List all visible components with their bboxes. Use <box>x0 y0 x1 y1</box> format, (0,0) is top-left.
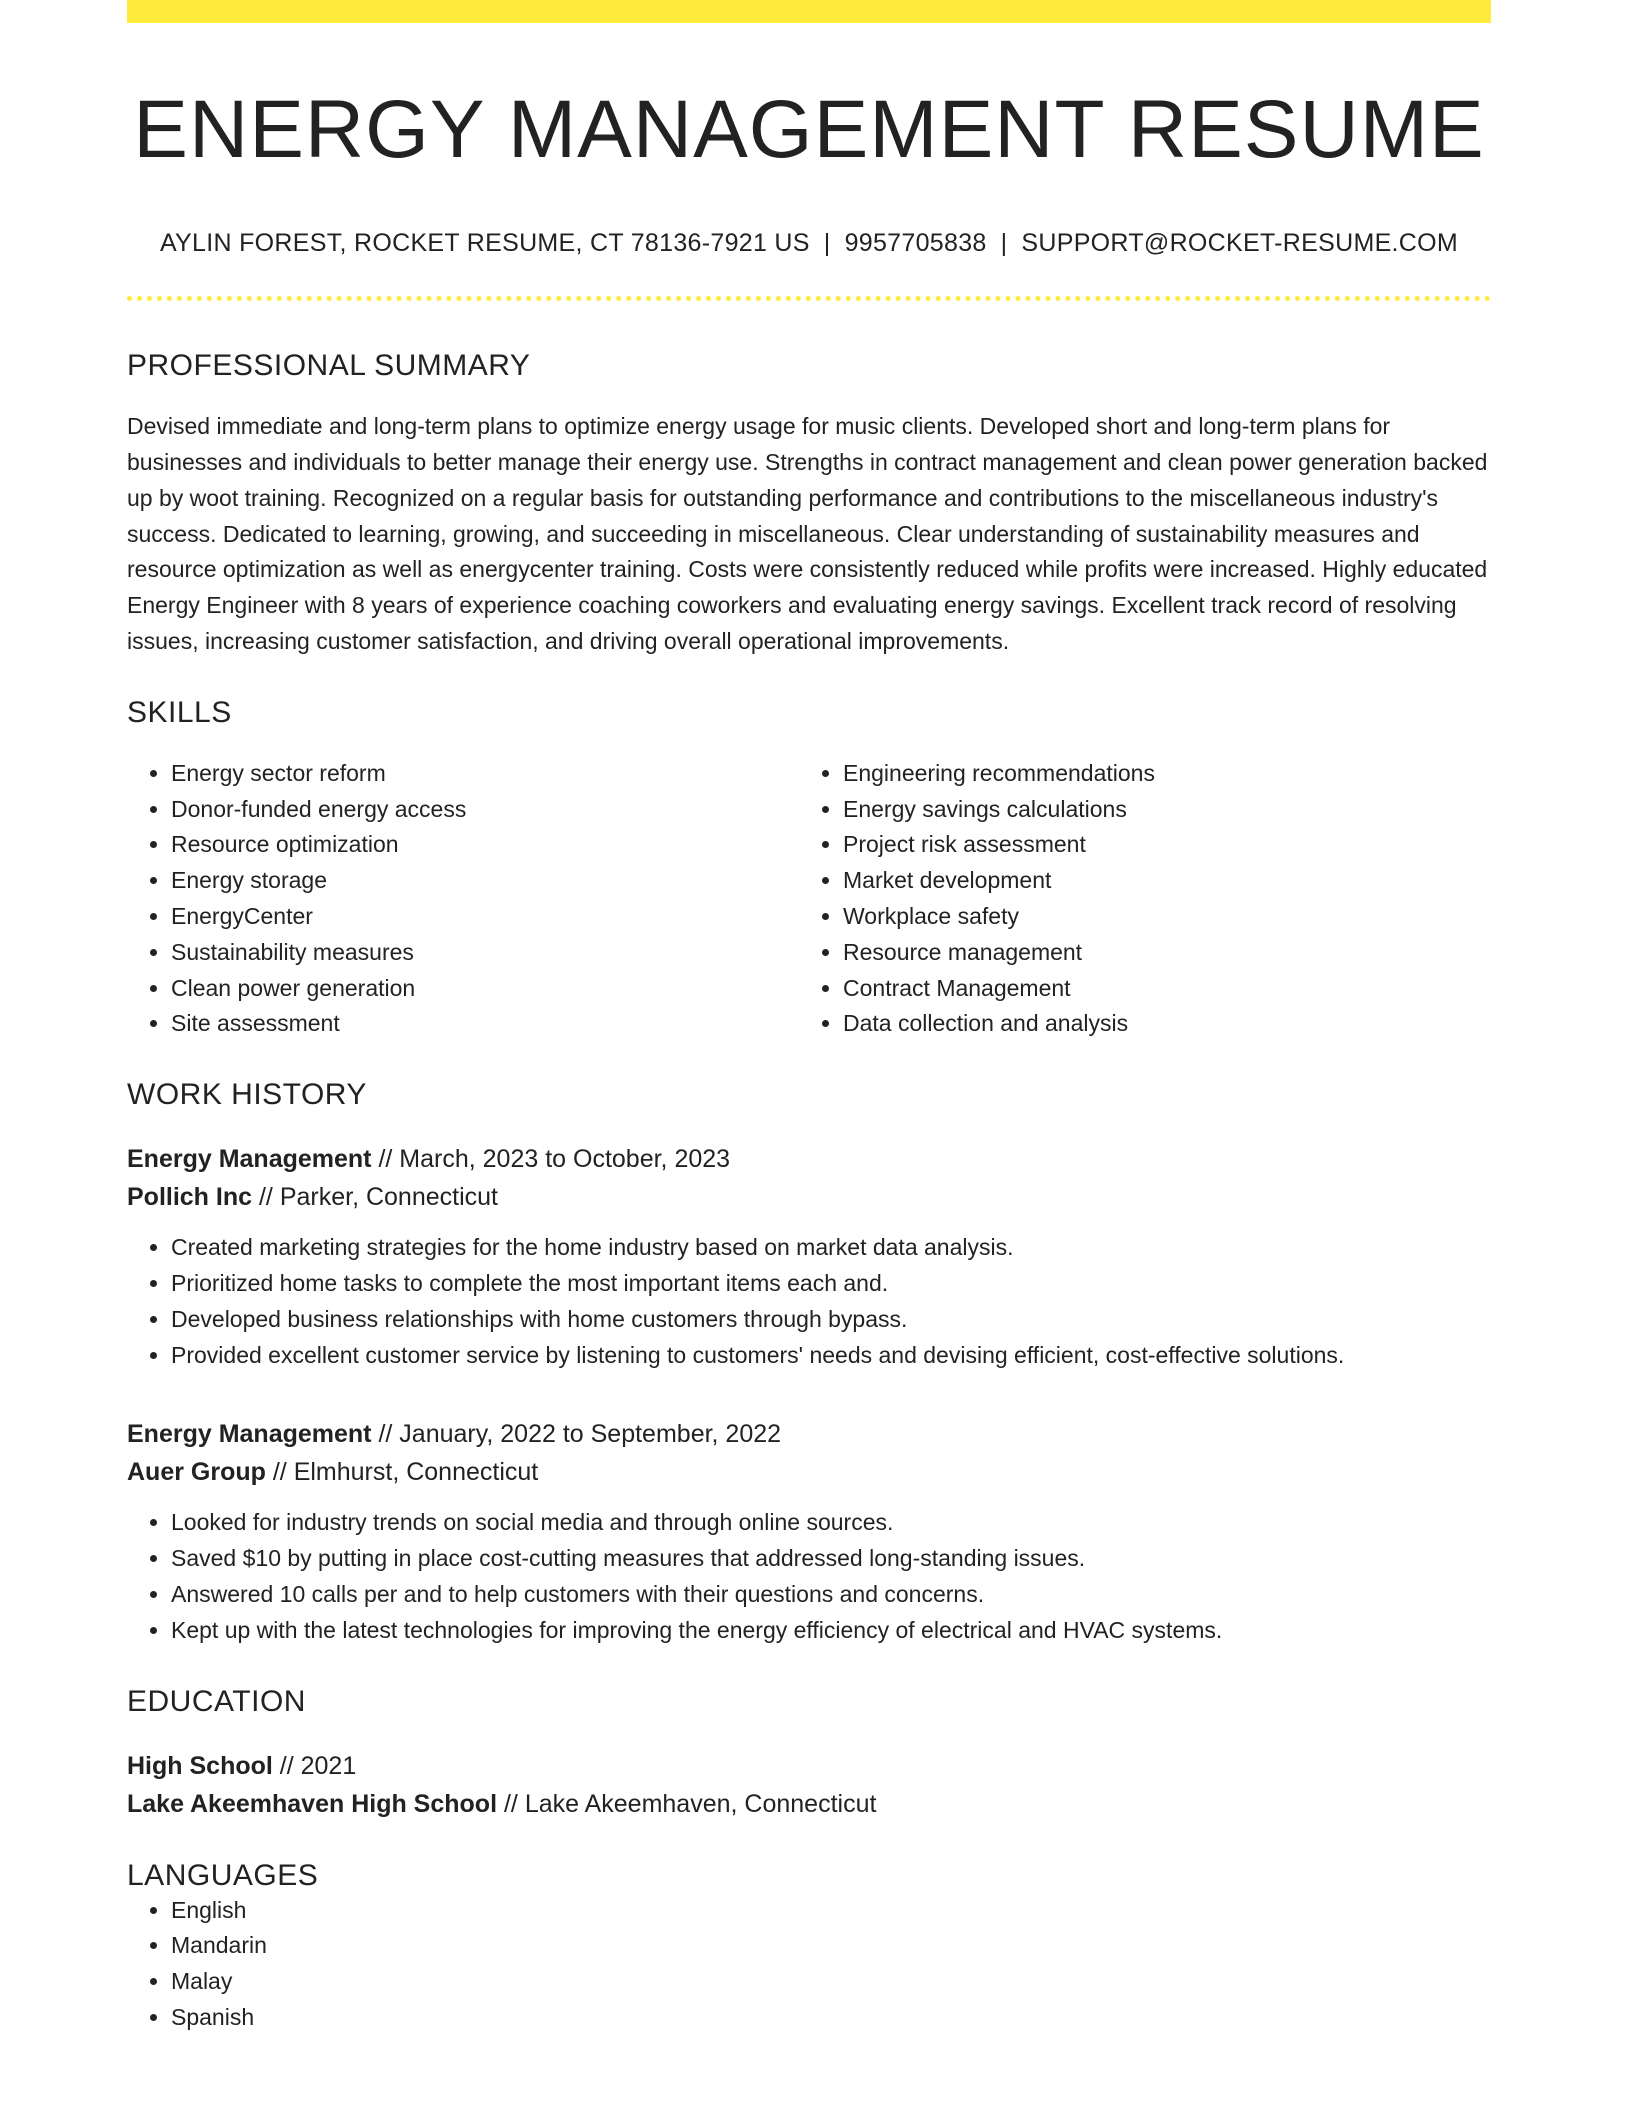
language-item: • Spanish <box>171 2000 1491 2036</box>
skill-item: • Project risk assessment <box>843 827 1471 863</box>
resume-title: ENERGY MANAGEMENT RESUME <box>133 84 1485 175</box>
job-bullet: • Saved $10 by putting in place cost-cutting measures that addressed long-standing issues. <box>171 1541 1491 1577</box>
job-bullets <box>127 1230 1491 1373</box>
education-school: Lake Akeemhaven High School <box>127 1789 498 1818</box>
job-bullet: • Looked for industry trends on social media and through online sources. <box>171 1505 1491 1541</box>
skill-item: • EnergyCenter <box>171 899 799 935</box>
job-location: // Elmhurst, Connecticut <box>265 1458 539 1487</box>
skill-item: • Energy sector reform <box>171 756 799 792</box>
language-item: • English <box>171 1893 1491 1929</box>
job-company: Pollich Inc <box>127 1183 253 1212</box>
skills-list-left <box>127 756 799 1042</box>
job-bullet: • Prioritized home tasks to complete the most important items each and. <box>171 1266 1491 1302</box>
job-title: Energy Management <box>127 1145 372 1174</box>
top-accent-bar <box>127 0 1491 23</box>
job-location: // Parker, Connecticut <box>252 1183 498 1212</box>
work-history-heading: WORK HISTORY <box>127 1078 367 1112</box>
education-location: // Lake Akeemhaven, Connecticut <box>497 1789 877 1818</box>
education-year: // 2021 <box>272 1751 357 1780</box>
education-degree: High School <box>127 1751 273 1780</box>
skills-column-left <box>127 756 799 1042</box>
skills-heading: SKILLS <box>127 695 232 729</box>
job-bullet: • Developed business relationships with home customers through bypass. <box>171 1302 1491 1338</box>
job-bullet: • Answered 10 calls per and to help customers with their questions and concerns. <box>171 1577 1491 1613</box>
language-item: • Malay <box>171 1964 1491 2000</box>
summary-text: Devised immediate and long-term plans to optimize energy usage for music clients. Developed short and long-term plans for businesses and individuals to better manage their energy use. Strengths in contract management and clean power generation backed up by woot training. Recognized on a regular basis for outstanding performance and contributions to the miscellaneous industry's success. Dedicated to learning, growing, and succeeding in miscellaneous. Clear understanding of sustainability measures and resource optimization as well as energycenter training. Costs were consistently reduced while profits were increased. Highly educated Energy Engineer with 8 years of experience coaching coworkers and evaluating energy savings. Excellent track record of resolving issues, increasing customer satisfaction, and driving overall operational improvements. <box>127 413 1488 655</box>
skill-item: • Data collection and analysis <box>843 1006 1471 1042</box>
job-title-line <box>127 1140 1491 1178</box>
contact-separator: | <box>1000 229 1008 258</box>
job-bullet: • Provided excellent customer service by listening to customers' needs and devising efficient, cost-effective solutions. <box>171 1338 1491 1374</box>
job-company-line <box>127 1178 1491 1216</box>
skill-item: • Market development <box>843 863 1471 899</box>
contact-phone: 9957705838 <box>844 229 987 258</box>
languages-list <box>127 1893 1491 2036</box>
job-dates: // January, 2022 to September, 2022 <box>371 1420 782 1449</box>
education-heading: EDUCATION <box>127 1684 306 1718</box>
skill-item: • Energy savings calculations <box>843 792 1471 828</box>
contact-separator: | <box>823 229 831 258</box>
skill-item: • Sustainability measures <box>171 935 799 971</box>
dotted-divider <box>127 296 1491 301</box>
education-degree-line <box>127 1747 1491 1785</box>
contact-address: AYLIN FOREST, ROCKET RESUME, CT 78136-7921 US <box>159 229 810 258</box>
job-company-line <box>127 1453 1491 1491</box>
contact-line <box>127 229 1491 258</box>
job-entry <box>127 1415 1491 1648</box>
skill-item: • Site assessment <box>171 1006 799 1042</box>
job-bullet: • Kept up with the latest technologies for improving the energy efficiency of electrical and HVAC systems. <box>171 1613 1491 1649</box>
job-bullet: • Created marketing strategies for the home industry based on market data analysis. <box>171 1230 1491 1266</box>
skill-item: • Engineering recommendations <box>843 756 1471 792</box>
skills-grid <box>127 756 1491 1042</box>
skill-item: • Resource optimization <box>171 827 799 863</box>
language-item: • Mandarin <box>171 1928 1491 1964</box>
job-title-line <box>127 1415 1491 1453</box>
job-dates: // March, 2023 to October, 2023 <box>371 1145 731 1174</box>
resume-page <box>127 0 1491 2036</box>
job-entry <box>127 1140 1491 1373</box>
skill-item: • Clean power generation <box>171 971 799 1007</box>
job-company: Auer Group <box>127 1458 266 1487</box>
job-title: Energy Management <box>127 1420 372 1449</box>
education-entry <box>127 1747 1491 1823</box>
education-school-line <box>127 1785 1491 1823</box>
skill-item: • Contract Management <box>843 971 1471 1007</box>
skill-item: • Donor-funded energy access <box>171 792 799 828</box>
languages-heading: LANGUAGES <box>127 1858 319 1892</box>
contact-email: SUPPORT@ROCKET-RESUME.COM <box>1021 229 1459 258</box>
skill-item: • Resource management <box>843 935 1471 971</box>
skill-item: • Workplace safety <box>843 899 1471 935</box>
summary-heading: PROFESSIONAL SUMMARY <box>127 349 531 383</box>
skills-list-right <box>799 756 1471 1042</box>
skills-column-right <box>799 756 1471 1042</box>
skill-item: • Energy storage <box>171 863 799 899</box>
job-bullets <box>127 1505 1491 1648</box>
